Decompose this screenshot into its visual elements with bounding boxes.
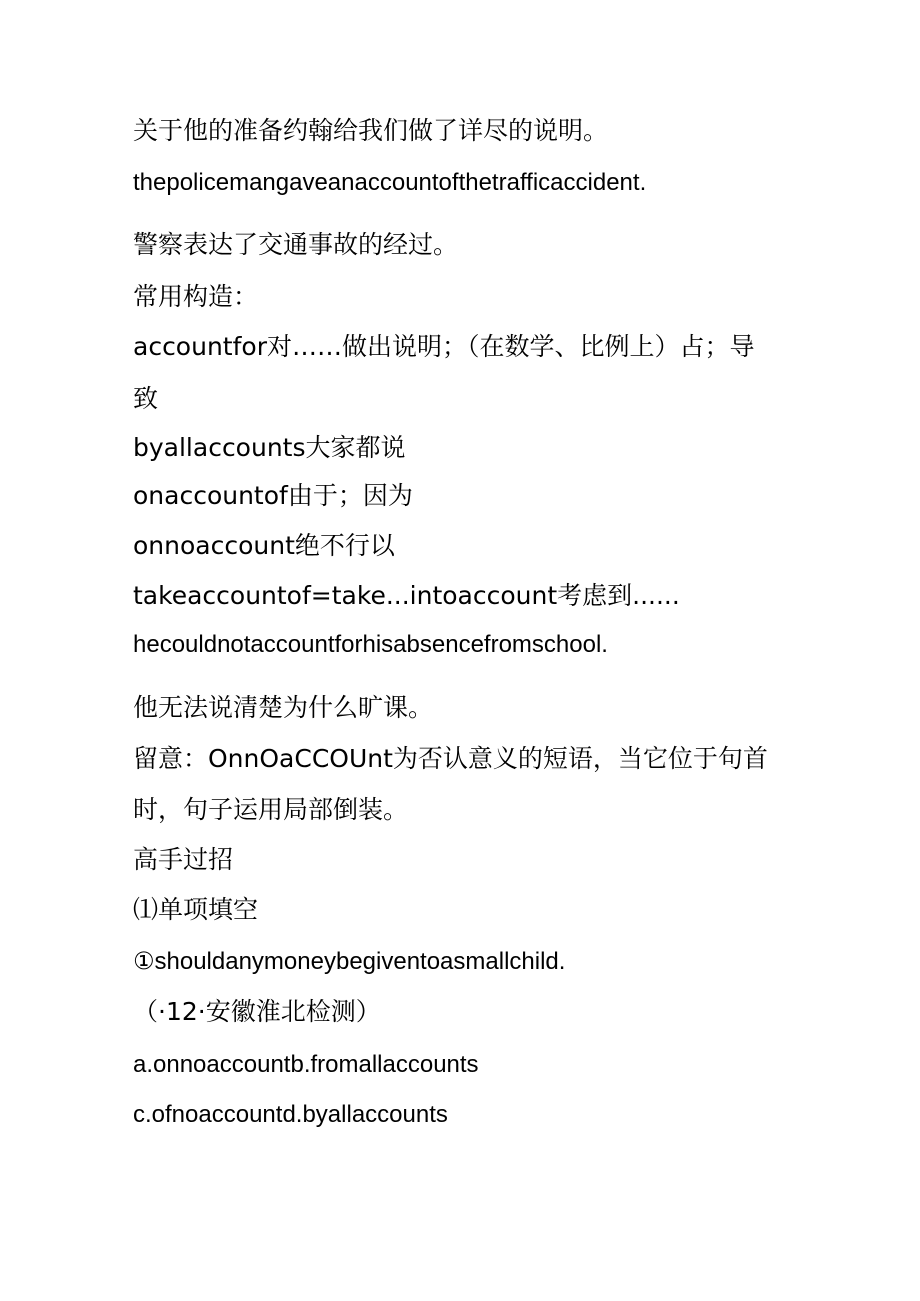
text-line-14: 时，句子运用局部倒装。 (133, 795, 409, 824)
text-line-3: 警察表达了交通事故的经过。 (133, 230, 459, 259)
text-line-18: （·12·安徽淮北检测） (133, 997, 381, 1026)
text-line-12: 他无法说清楚为什么旷课。 (133, 693, 434, 722)
text-line-10: takeaccountof=take...intoaccount考虑到...... (133, 581, 680, 610)
text-line-5: accountfor对……做出说明；（在数学、比例上）占；导 (133, 332, 755, 361)
text-line-20: c.ofnoaccountd.byallaccounts (133, 1101, 448, 1128)
text-line-2: thepolicemangaveanaccountofthetrafficaccident. (133, 169, 647, 196)
text-line-11: hecouldnotaccountforhisabsencefromschool. (133, 631, 608, 658)
text-line-1: 关于他的准备约翰给我们做了详尽的说明。 (133, 116, 609, 145)
text-line-7: byallaccounts大家都说 (133, 433, 406, 462)
text-line-8: onaccountof由于；因为 (133, 481, 413, 510)
text-line-16: ⑴单项填空 (133, 895, 259, 924)
text-line-19: a.onnoaccountb.fromallaccounts (133, 1051, 479, 1078)
text-line-17: ①shouldanymoneybegiventoasmallchild. (133, 948, 566, 975)
text-line-13: 留意：OnnOaCCOUnt为否认意义的短语，当它位于句首 (133, 744, 768, 773)
text-line-6: 致 (133, 384, 159, 413)
text-line-4: 常用构造： (133, 282, 259, 311)
text-line-9: onnoaccount绝不行以 (133, 531, 395, 560)
text-line-15: 高手过招 (133, 845, 234, 874)
